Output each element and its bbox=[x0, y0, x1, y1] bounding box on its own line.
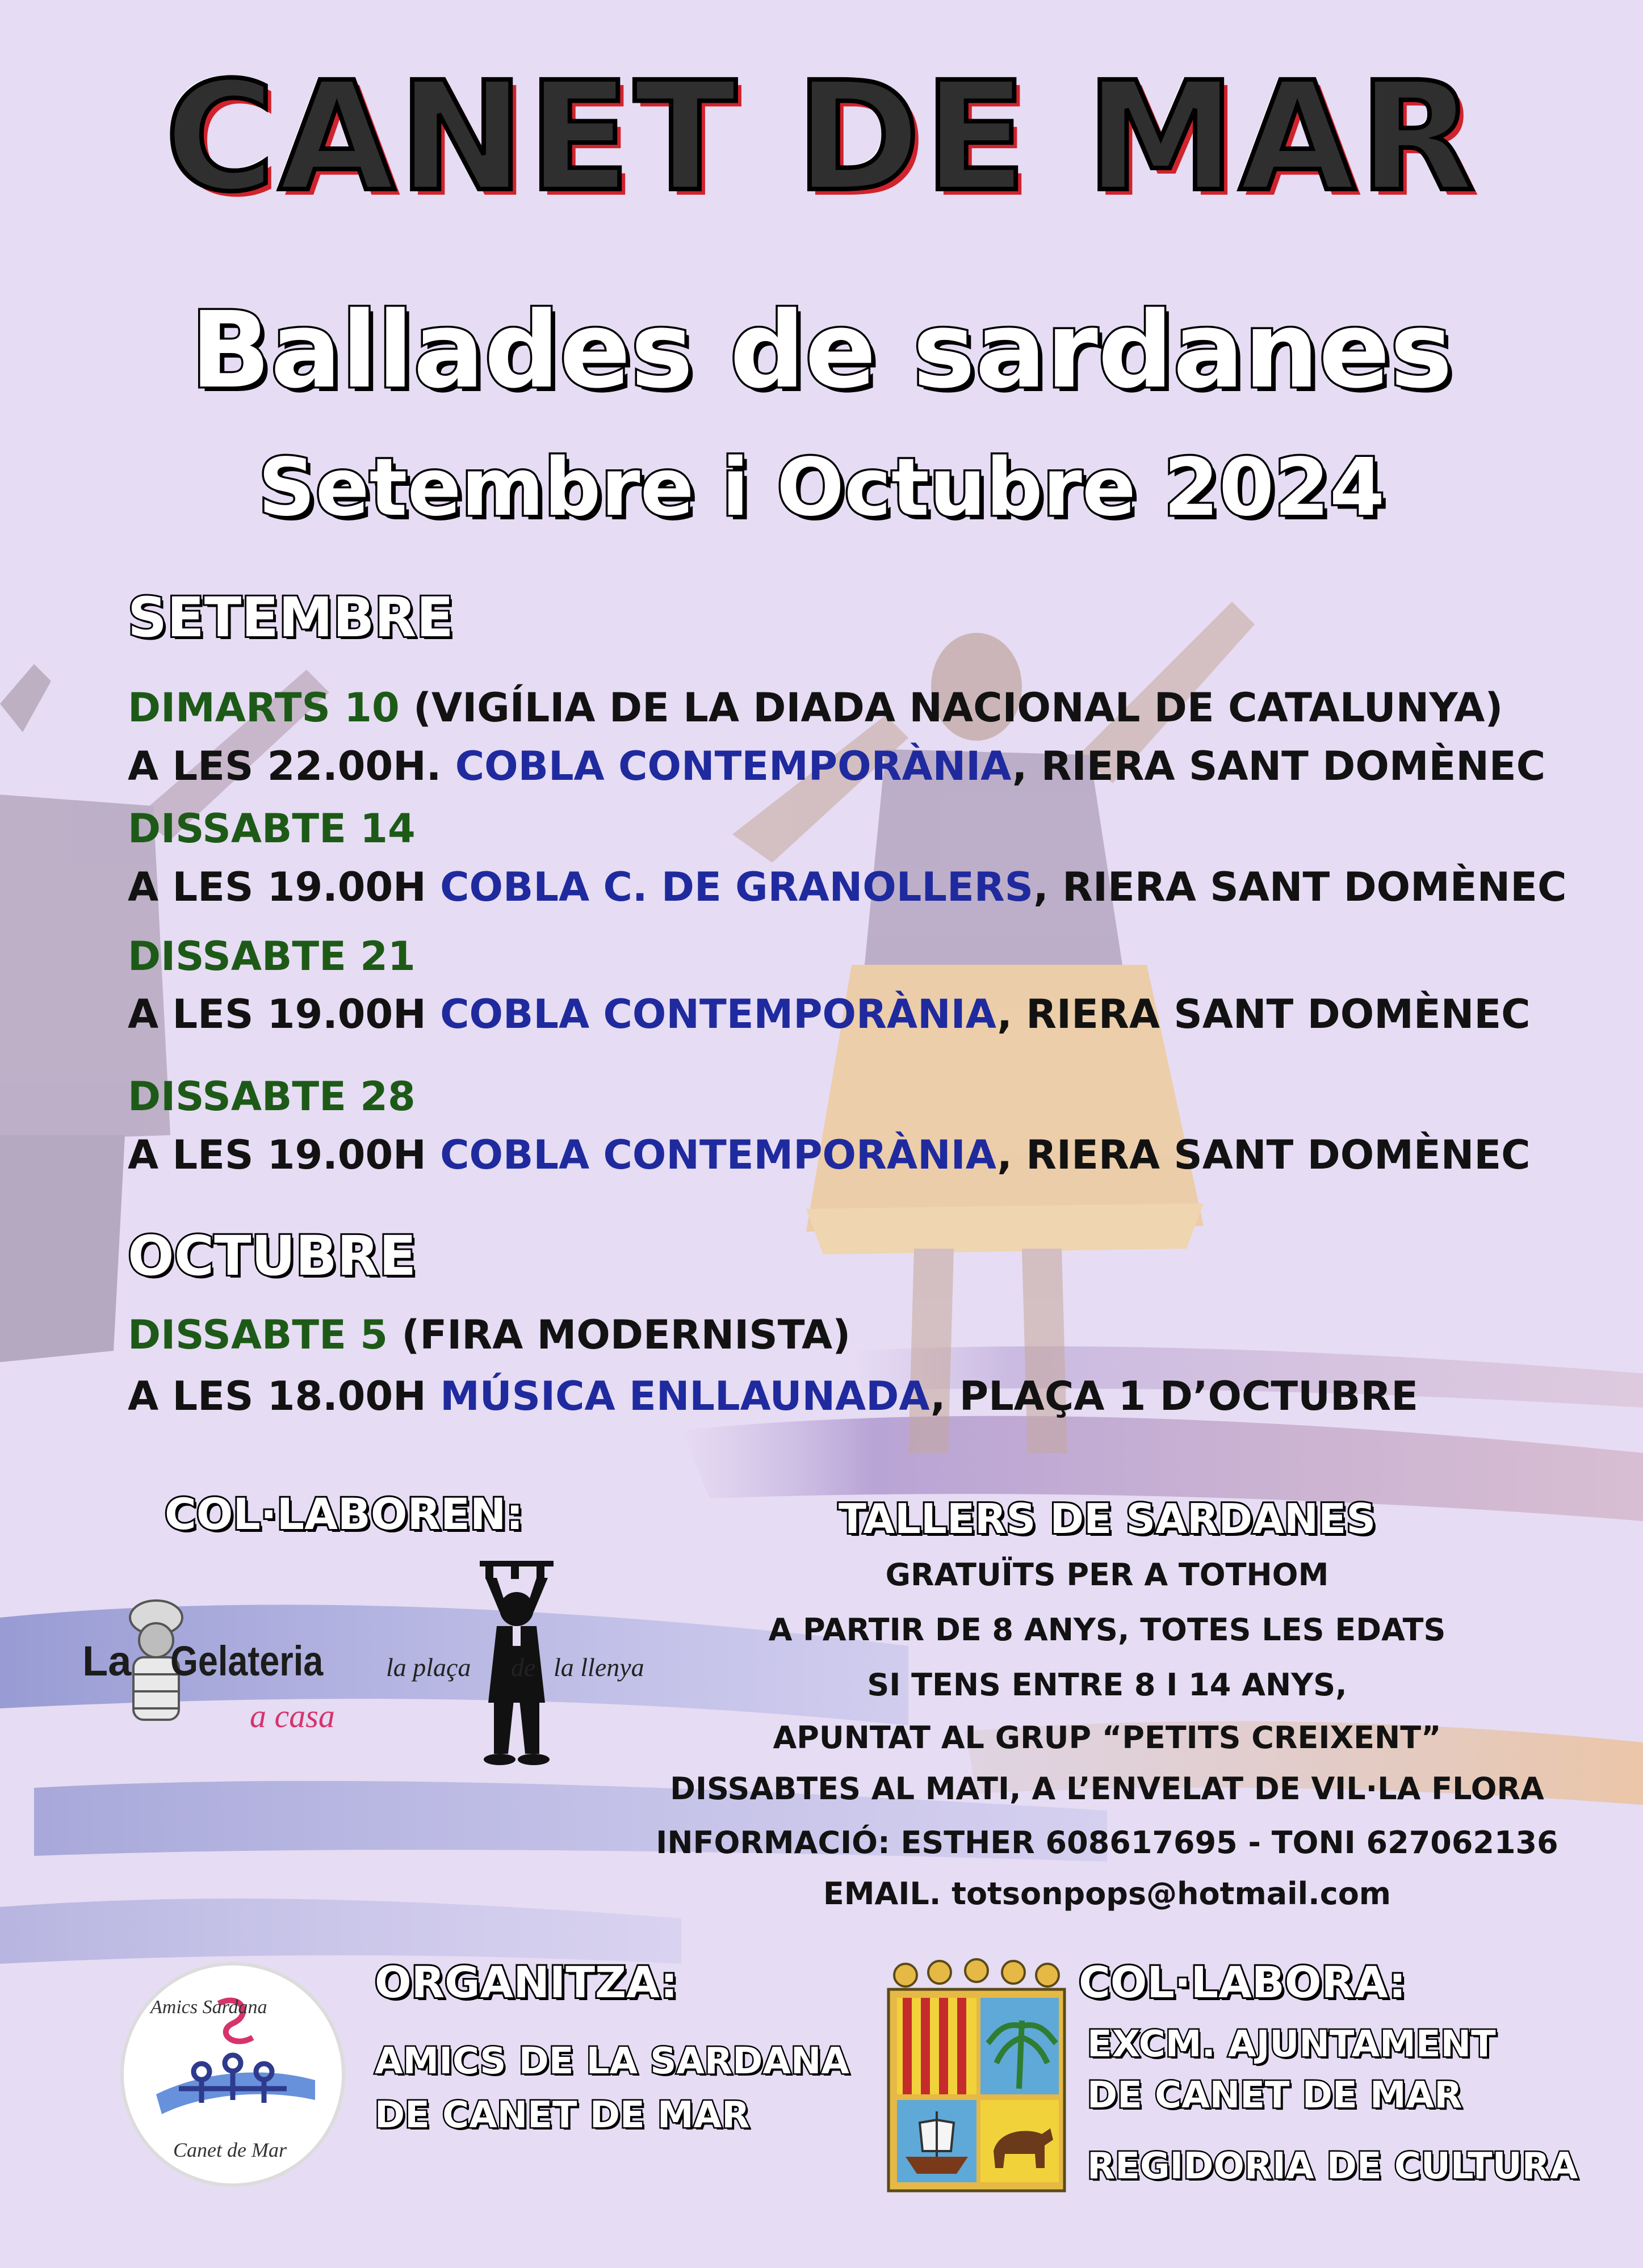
event-cobla: MÚSICA ENLLAUNADA bbox=[440, 1373, 931, 1419]
event-place: , RIERA SANT DOMÈNEC bbox=[997, 1132, 1531, 1178]
event-time: A LES 19.00H bbox=[128, 1132, 441, 1178]
event-detail-line bbox=[128, 991, 1531, 1038]
organitza-line: DE CANET DE MAR bbox=[375, 2094, 750, 2136]
tallers-line: APUNTAT AL GRUP “PETITS CREIXENT” bbox=[773, 1720, 1441, 1755]
tallers-line: DISSABTES AL MATI, A L’ENVELAT DE VIL·LA FLORA bbox=[670, 1771, 1544, 1807]
event-place: , RIERA SANT DOMÈNEC bbox=[997, 991, 1531, 1038]
event-note: (FIRA MODERNISTA) bbox=[388, 1312, 851, 1358]
organitza-heading: ORGANITZA: bbox=[375, 1957, 678, 2007]
event-day: DISSABTE 28 bbox=[128, 1073, 416, 1120]
amics-logo-top-text: Amics Sardana bbox=[150, 1997, 267, 2018]
event-place: , RIERA SANT DOMÈNEC bbox=[1012, 743, 1546, 789]
event-note: (VIGÍLIA DE LA DIADA NACIONAL DE CATALUNYA) bbox=[399, 684, 1503, 731]
event-time: A LES 18.00H bbox=[128, 1373, 441, 1419]
tallers-line: SI TENS ENTRE 8 I 14 ANYS, bbox=[867, 1667, 1347, 1703]
event-time: A LES 19.00H bbox=[128, 991, 441, 1038]
event-time: A LES 19.00H bbox=[128, 864, 441, 910]
collabora-line: DE CANET DE MAR bbox=[1087, 2074, 1462, 2116]
event-day-line bbox=[128, 684, 1503, 731]
event-detail-line bbox=[128, 864, 1567, 910]
event-time: A LES 22.00H. bbox=[128, 743, 455, 789]
organitza-line: AMICS DE LA SARDANA bbox=[375, 2040, 849, 2082]
tallers-email: EMAIL. totsonpops@hotmail.com bbox=[823, 1876, 1391, 1912]
gelateria-la: La bbox=[82, 1637, 132, 1685]
event-detail-line bbox=[128, 1132, 1531, 1178]
event-day: DIMARTS 10 bbox=[128, 684, 400, 731]
placa-text-a: la plaça bbox=[386, 1653, 471, 1682]
month-heading-setembre: SETEMBRE bbox=[128, 586, 454, 649]
event-day-line bbox=[128, 933, 416, 980]
gelateria-tagline: a casa bbox=[250, 1698, 335, 1734]
collabora-line: EXCM. AJUNTAMENT bbox=[1087, 2023, 1496, 2065]
event-day-line bbox=[128, 1073, 416, 1120]
event-detail-line bbox=[128, 743, 1546, 789]
collabora-line: REGIDORIA DE CULTURA bbox=[1087, 2145, 1578, 2187]
placa-text-b: de bbox=[511, 1653, 536, 1682]
event-subtitle: Ballades de sardanes bbox=[190, 289, 1453, 411]
tallers-line: GRATUÏTS PER A TOTHOM bbox=[885, 1557, 1329, 1593]
event-day: DISSABTE 5 bbox=[128, 1312, 388, 1358]
event-period: Setembre i Octubre 2024 bbox=[258, 442, 1385, 534]
amics-logo-bottom-text: Canet de Mar bbox=[173, 2139, 287, 2161]
event-day-line bbox=[128, 1312, 851, 1358]
event-day-line bbox=[128, 805, 416, 852]
tallers-heading: TALLERS DE SARDANES bbox=[838, 1495, 1376, 1543]
event-cobla: COBLA CONTEMPORÀNIA bbox=[455, 743, 1012, 789]
event-place: , PLAÇA 1 D’OCTUBRE bbox=[930, 1373, 1419, 1419]
placa-text-c: la llenya bbox=[554, 1653, 644, 1682]
month-heading-octubre: OCTUBRE bbox=[128, 1224, 417, 1288]
collabora-heading: COL·LABORA: bbox=[1079, 1957, 1406, 2007]
tallers-line: A PARTIR DE 8 ANYS, TOTES LES EDATS bbox=[768, 1612, 1446, 1648]
event-day: DISSABTE 21 bbox=[128, 933, 416, 980]
town-title: CANET DE MAR bbox=[165, 50, 1478, 225]
collaboren-heading: COL·LABOREN: bbox=[165, 1489, 523, 1539]
tallers-line: INFORMACIÓ: ESTHER 608617695 - TONI 627062136 bbox=[656, 1825, 1558, 1860]
event-detail-line bbox=[128, 1373, 1419, 1419]
event-cobla: COBLA CONTEMPORÀNIA bbox=[440, 1132, 997, 1178]
event-place: , RIERA SANT DOMÈNEC bbox=[1033, 864, 1567, 910]
event-cobla: COBLA CONTEMPORÀNIA bbox=[440, 991, 997, 1038]
event-day: DISSABTE 14 bbox=[128, 805, 416, 852]
canet-coat-of-arms-icon bbox=[883, 1958, 1070, 2196]
event-cobla: COBLA C. DE GRANOLLERS bbox=[440, 864, 1034, 910]
gelateria-name: Gelateria bbox=[170, 1637, 324, 1685]
